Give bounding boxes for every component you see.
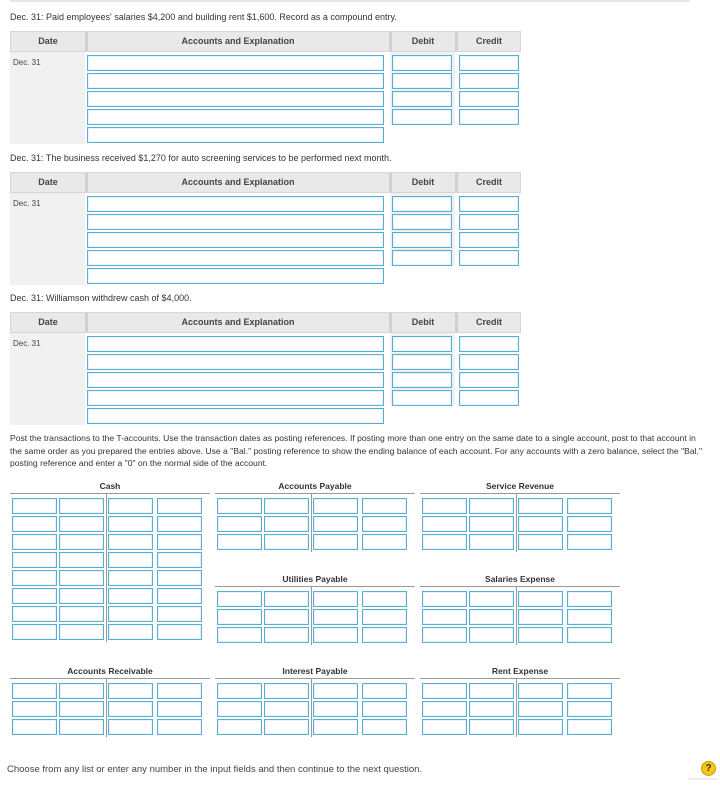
taccount-grid: [10, 679, 210, 737]
taccount-title: Salaries Expense: [485, 574, 555, 584]
amount-right-input[interactable]: [567, 534, 612, 550]
amount-left-input[interactable]: [469, 627, 514, 643]
journal-header: [10, 31, 521, 52]
top-divider: [10, 0, 690, 2]
amount-left-input[interactable]: [264, 498, 309, 514]
ref-left-input[interactable]: [422, 534, 467, 550]
posting-instructions: Post the transactions to the T-accounts. Use the transaction dates as posting references. If posting more than one entry on the same date to a single account, post to that account in the same order as you prepared the entries above. Use a "Bal." posting reference to show the ending balance of each account. For any accounts with a zero balance, select the "Bal." posting reference and enter a "0" on the normal side of the account.: [10, 433, 702, 468]
entry-2-prompt: Dec. 31: The business received $1,270 for auto screening services to be performed next month.: [10, 153, 392, 163]
amount-left-input[interactable]: [469, 591, 514, 607]
ref-left-input[interactable]: [12, 516, 57, 532]
ref-left-input[interactable]: [217, 591, 262, 607]
account-input[interactable]: [87, 73, 384, 89]
amount-right-input[interactable]: [157, 683, 202, 699]
account-input[interactable]: [87, 55, 384, 71]
taccount-center-line: [106, 494, 107, 642]
accounts-header: Accounts and Explanation: [181, 177, 295, 187]
amount-left-input[interactable]: [264, 683, 309, 699]
amount-left-input[interactable]: [59, 606, 104, 622]
amount-right-input[interactable]: [157, 570, 202, 586]
ref-left-input[interactable]: [12, 606, 57, 622]
ref-left-input[interactable]: [12, 570, 57, 586]
credit-input[interactable]: [459, 73, 519, 89]
debit-input[interactable]: [392, 55, 452, 71]
amount-left-input[interactable]: [59, 719, 104, 735]
amount-left-input[interactable]: [59, 570, 104, 586]
ref-right-input[interactable]: [313, 591, 358, 607]
taccount-cash: [10, 481, 210, 642]
ref-left-input[interactable]: [12, 552, 57, 568]
journal-header: [10, 172, 521, 193]
account-input[interactable]: [87, 336, 384, 352]
ref-left-input[interactable]: [217, 609, 262, 625]
taccount-title: Accounts Receivable: [67, 666, 153, 676]
debit-input[interactable]: [392, 73, 452, 89]
footer-bar: [0, 755, 720, 785]
taccount-utilities-payable: [215, 574, 415, 645]
amount-right-input[interactable]: [362, 591, 407, 607]
amount-left-input[interactable]: [264, 609, 309, 625]
credit-input[interactable]: [459, 55, 519, 71]
date-cell: [10, 333, 85, 425]
taccount-title: Utilities Payable: [282, 574, 348, 584]
taccount-grid: [420, 494, 620, 552]
account-input[interactable]: [87, 372, 384, 388]
ref-left-input[interactable]: [422, 719, 467, 735]
journal-entry-3: [10, 312, 521, 425]
amount-left-input[interactable]: [469, 534, 514, 550]
ref-right-input[interactable]: [108, 570, 153, 586]
taccount-center-line: [516, 494, 517, 552]
debit-input[interactable]: [392, 214, 452, 230]
taccount-title: Interest Payable: [282, 666, 348, 676]
debit-header: Debit: [411, 317, 435, 327]
amount-left-input[interactable]: [469, 701, 514, 717]
taccount-grid: [420, 679, 620, 737]
ref-left-input[interactable]: [217, 534, 262, 550]
ref-right-input[interactable]: [518, 627, 563, 643]
amount-right-input[interactable]: [362, 609, 407, 625]
amount-right-input[interactable]: [567, 498, 612, 514]
account-input[interactable]: [87, 196, 384, 212]
ref-right-input[interactable]: [313, 719, 358, 735]
taccount-accounts-payable: [215, 481, 415, 552]
amount-left-input[interactable]: [469, 719, 514, 735]
help-underline: [688, 778, 718, 780]
account-input[interactable]: [87, 390, 384, 406]
amount-right-input[interactable]: [362, 516, 407, 532]
ref-left-input[interactable]: [12, 683, 57, 699]
credit-input[interactable]: [459, 196, 519, 212]
taccount-grid: [215, 587, 415, 645]
taccount-interest-payable: [215, 666, 415, 737]
ref-left-input[interactable]: [217, 719, 262, 735]
amount-right-input[interactable]: [567, 627, 612, 643]
amount-right-input[interactable]: [157, 701, 202, 717]
ref-right-input[interactable]: [108, 588, 153, 604]
entry-3-prompt: Dec. 31: Williamson withdrew cash of $4,000.: [10, 293, 192, 303]
explanation-input[interactable]: [87, 127, 384, 143]
ref-right-input[interactable]: [313, 534, 358, 550]
ref-right-input[interactable]: [518, 534, 563, 550]
amount-right-input[interactable]: [567, 516, 612, 532]
date-header: Date: [38, 317, 58, 327]
taccount-center-line: [311, 587, 312, 645]
footer-message: Choose from any list or enter any number in the input fields and then continue to the next question.: [7, 764, 423, 775]
ref-right-input[interactable]: [313, 627, 358, 643]
debit-header: Debit: [411, 177, 435, 187]
amount-right-input[interactable]: [362, 627, 407, 643]
credit-header: Credit: [475, 177, 502, 187]
taccount-title: Service Revenue: [485, 481, 555, 491]
amount-left-input[interactable]: [59, 552, 104, 568]
ref-left-input[interactable]: [217, 683, 262, 699]
amount-left-input[interactable]: [264, 719, 309, 735]
account-input[interactable]: [87, 232, 384, 248]
ref-left-input[interactable]: [422, 701, 467, 717]
ref-right-input[interactable]: [518, 683, 563, 699]
debit-input[interactable]: [392, 336, 452, 352]
taccount-center-line: [516, 587, 517, 645]
taccount-salaries-expense: [420, 574, 620, 645]
credit-input[interactable]: [459, 232, 519, 248]
amount-left-input[interactable]: [59, 534, 104, 550]
ref-left-input[interactable]: [422, 516, 467, 532]
amount-right-input[interactable]: [157, 552, 202, 568]
ref-left-input[interactable]: [422, 498, 467, 514]
taccount-service-revenue: [420, 481, 620, 552]
explanation-input[interactable]: [87, 268, 384, 284]
amount-right-input[interactable]: [157, 606, 202, 622]
debit-input[interactable]: [392, 354, 452, 370]
account-input[interactable]: [87, 109, 384, 125]
ref-left-input[interactable]: [12, 719, 57, 735]
taccount-grid: [420, 587, 620, 645]
date-value: Dec. 31: [13, 339, 41, 348]
ref-right-input[interactable]: [313, 701, 358, 717]
ref-left-input[interactable]: [12, 588, 57, 604]
taccount-center-line: [311, 679, 312, 737]
account-input[interactable]: [87, 250, 384, 266]
debit-header: Debit: [411, 36, 435, 46]
amount-right-input[interactable]: [157, 534, 202, 550]
debit-input[interactable]: [392, 196, 452, 212]
taccount-accounts-receivable: [10, 666, 210, 737]
amount-right-input[interactable]: [157, 624, 202, 640]
ref-right-input[interactable]: [313, 609, 358, 625]
amount-right-input[interactable]: [157, 516, 202, 532]
amount-left-input[interactable]: [59, 683, 104, 699]
credit-input[interactable]: [459, 109, 519, 125]
credit-input[interactable]: [459, 372, 519, 388]
date-header: Date: [38, 177, 58, 187]
date-value: Dec. 31: [13, 199, 41, 208]
ref-right-input[interactable]: [108, 701, 153, 717]
journal-header: [10, 312, 521, 333]
amount-right-input[interactable]: [362, 701, 407, 717]
debit-input[interactable]: [392, 91, 452, 107]
ref-right-input[interactable]: [518, 701, 563, 717]
amount-left-input[interactable]: [59, 588, 104, 604]
ref-left-input[interactable]: [217, 498, 262, 514]
ref-left-input[interactable]: [217, 627, 262, 643]
taccount-grid: [10, 494, 210, 642]
date-header: Date: [38, 36, 58, 46]
ref-left-input[interactable]: [12, 534, 57, 550]
accounts-header: Accounts and Explanation: [181, 36, 295, 46]
journal-entry-1: [10, 31, 521, 144]
account-input[interactable]: [87, 214, 384, 230]
explanation-input[interactable]: [87, 408, 384, 424]
debit-input[interactable]: [392, 109, 452, 125]
amount-left-input[interactable]: [469, 516, 514, 532]
ref-left-input[interactable]: [12, 624, 57, 640]
taccount-center-line: [516, 679, 517, 737]
amount-right-input[interactable]: [157, 719, 202, 735]
ref-right-input[interactable]: [108, 683, 153, 699]
ref-left-input[interactable]: [422, 627, 467, 643]
help-icon[interactable]: ?: [701, 761, 716, 776]
amount-right-input[interactable]: [157, 498, 202, 514]
amount-right-input[interactable]: [567, 591, 612, 607]
amount-left-input[interactable]: [59, 498, 104, 514]
credit-header: Credit: [475, 317, 502, 327]
amount-left-input[interactable]: [264, 516, 309, 532]
ref-left-input[interactable]: [422, 609, 467, 625]
amount-left-input[interactable]: [264, 534, 309, 550]
credit-input[interactable]: [459, 390, 519, 406]
taccount-rent-expense: [420, 666, 620, 737]
amount-left-input[interactable]: [469, 498, 514, 514]
credit-input[interactable]: [459, 354, 519, 370]
taccount-grid: [215, 494, 415, 552]
ref-right-input[interactable]: [108, 516, 153, 532]
ref-right-input[interactable]: [518, 609, 563, 625]
amount-left-input[interactable]: [59, 516, 104, 532]
taccount-title: Accounts Payable: [278, 481, 352, 491]
journal-entry-2: [10, 172, 521, 285]
amount-right-input[interactable]: [567, 701, 612, 717]
ref-right-input[interactable]: [108, 606, 153, 622]
date-value: Dec. 31: [13, 58, 41, 67]
amount-left-input[interactable]: [264, 627, 309, 643]
ref-right-input[interactable]: [518, 719, 563, 735]
ref-right-input[interactable]: [313, 498, 358, 514]
accounts-header: Accounts and Explanation: [181, 317, 295, 327]
amount-right-input[interactable]: [362, 498, 407, 514]
ref-left-input[interactable]: [217, 701, 262, 717]
taccount-title: Rent Expense: [491, 666, 549, 676]
amount-left-input[interactable]: [469, 683, 514, 699]
entry-1-prompt: Dec. 31: Paid employees' salaries $4,200 and building rent $1,600. Record as a compound entry.: [10, 12, 397, 22]
ref-left-input[interactable]: [217, 516, 262, 532]
debit-input[interactable]: [392, 250, 452, 266]
account-input[interactable]: [87, 91, 384, 107]
date-cell: [10, 52, 85, 144]
amount-right-input[interactable]: [362, 534, 407, 550]
amount-right-input[interactable]: [567, 609, 612, 625]
ref-left-input[interactable]: [12, 701, 57, 717]
amount-right-input[interactable]: [362, 683, 407, 699]
amount-left-input[interactable]: [59, 624, 104, 640]
date-cell: [10, 193, 85, 285]
ref-left-input[interactable]: [12, 498, 57, 514]
credit-header: Credit: [475, 36, 502, 46]
amount-left-input[interactable]: [264, 701, 309, 717]
ref-right-input[interactable]: [108, 624, 153, 640]
account-input[interactable]: [87, 354, 384, 370]
ref-right-input[interactable]: [108, 719, 153, 735]
ref-right-input[interactable]: [518, 498, 563, 514]
amount-left-input[interactable]: [59, 701, 104, 717]
taccount-center-line: [106, 679, 107, 737]
amount-left-input[interactable]: [469, 609, 514, 625]
ref-right-input[interactable]: [108, 498, 153, 514]
ref-right-input[interactable]: [108, 534, 153, 550]
taccount-grid: [215, 679, 415, 737]
credit-input[interactable]: [459, 336, 519, 352]
ref-right-input[interactable]: [313, 516, 358, 532]
ref-right-input[interactable]: [518, 516, 563, 532]
credit-input[interactable]: [459, 214, 519, 230]
ref-right-input[interactable]: [313, 683, 358, 699]
ref-right-input[interactable]: [518, 591, 563, 607]
debit-input[interactable]: [392, 372, 452, 388]
credit-input[interactable]: [459, 250, 519, 266]
debit-input[interactable]: [392, 232, 452, 248]
debit-input[interactable]: [392, 390, 452, 406]
credit-input[interactable]: [459, 91, 519, 107]
amount-right-input[interactable]: [157, 588, 202, 604]
amount-left-input[interactable]: [264, 591, 309, 607]
amount-right-input[interactable]: [567, 683, 612, 699]
taccount-title: Cash: [99, 481, 121, 491]
ref-left-input[interactable]: [422, 591, 467, 607]
amount-right-input[interactable]: [362, 719, 407, 735]
amount-right-input[interactable]: [567, 719, 612, 735]
ref-right-input[interactable]: [108, 552, 153, 568]
ref-left-input[interactable]: [422, 683, 467, 699]
taccount-center-line: [311, 494, 312, 552]
